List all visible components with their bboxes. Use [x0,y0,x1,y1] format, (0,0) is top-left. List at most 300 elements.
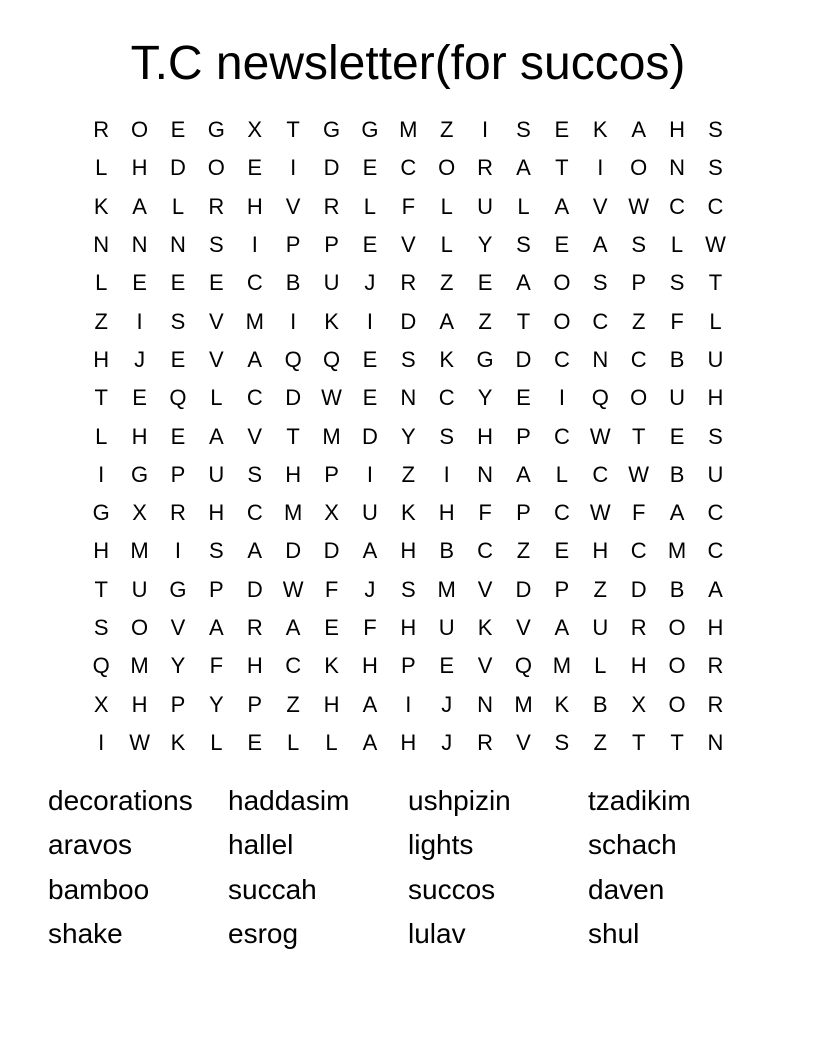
grid-letter[interactable]: S [400,346,416,372]
grid-letter[interactable]: U [208,461,225,487]
grid-letter[interactable]: Q [169,385,187,411]
grid-letter[interactable]: D [285,538,302,564]
grid-letter[interactable]: E [439,653,455,679]
grid-letter[interactable]: U [707,346,724,372]
grid-letter[interactable]: A [209,423,224,449]
grid-letter[interactable]: R [477,155,494,181]
grid-letter[interactable]: I [597,155,604,181]
grid-letter[interactable]: Z [593,576,607,602]
grid-letter[interactable]: M [667,538,687,564]
grid-letter[interactable]: A [516,155,531,181]
grid-letter[interactable]: Y [477,385,493,411]
grid-letter[interactable]: M [552,653,572,679]
grid-letter[interactable]: O [438,155,456,181]
grid-letter[interactable]: N [592,346,609,372]
grid-letter[interactable]: U [131,576,148,602]
grid-letter[interactable]: Q [591,385,609,411]
grid-letter[interactable]: H [630,653,647,679]
grid-letter[interactable]: S [93,615,109,640]
grid-letter[interactable]: V [477,653,493,679]
grid-letter[interactable]: P [247,691,263,717]
grid-letter[interactable]: W [628,193,650,219]
grid-letter[interactable]: A [554,193,570,219]
grid-letter[interactable]: P [631,270,646,296]
grid-letter[interactable]: C [707,500,724,526]
grid-letter[interactable]: Z [631,308,646,334]
grid-letter[interactable]: G [322,117,341,143]
grid-letter[interactable]: I [482,117,489,143]
grid-letter[interactable]: A [362,691,378,717]
grid-letter[interactable]: R [93,117,110,143]
grid-letter[interactable]: A [516,270,531,296]
grid-letter[interactable]: U [323,270,340,296]
grid-letter[interactable]: L [171,193,185,219]
grid-letter[interactable]: H [208,500,225,526]
grid-letter[interactable]: E [362,155,378,181]
grid-letter[interactable]: V [592,193,608,219]
grid-letter[interactable]: T [286,117,300,143]
grid-letter[interactable]: W [589,500,611,526]
grid-letter[interactable]: A [439,308,455,334]
grid-letter[interactable]: C [553,500,570,526]
word-bank-item: hallel [228,829,294,861]
grid-letter[interactable]: U [438,615,455,640]
grid-letter[interactable]: E [362,232,378,258]
grid-letter[interactable]: I [405,691,412,717]
grid-letter[interactable]: W [282,576,304,602]
grid-letter[interactable]: K [477,615,493,640]
grid-letter[interactable]: C [707,193,724,219]
grid-letter[interactable]: E [132,385,147,411]
grid-letter[interactable]: D [285,385,302,411]
grid-letter[interactable]: S [247,461,263,487]
grid-letter[interactable]: S [592,270,608,296]
grid-letter[interactable]: M [245,308,264,334]
grid-letter[interactable]: I [366,308,373,334]
grid-letter[interactable]: O [668,653,686,679]
grid-letter[interactable]: C [246,270,263,296]
grid-letter[interactable]: H [93,538,110,564]
grid-letter[interactable]: T [555,155,569,181]
grid-letter[interactable]: T [631,423,646,449]
grid-letter[interactable]: B [285,270,301,296]
grid-letter[interactable]: A [516,461,531,487]
grid-letter[interactable]: R [630,615,647,640]
grid-letter[interactable]: J [134,346,146,372]
grid-letter[interactable]: S [170,308,186,334]
grid-letter[interactable]: N [170,232,186,258]
grid-letter[interactable]: C [246,385,263,411]
grid-letter[interactable]: A [132,193,147,219]
grid-letter[interactable]: O [131,117,149,143]
grid-letter[interactable]: K [439,346,455,372]
grid-letter[interactable]: T [670,729,684,755]
grid-letter[interactable]: R [477,729,494,755]
grid-letter[interactable]: H [131,155,148,181]
grid-letter[interactable]: P [554,576,570,602]
grid-letter[interactable]: A [708,576,723,602]
grid-letter[interactable]: W [321,385,342,411]
grid-letter[interactable]: H [131,691,148,717]
word-bank-item: aravos [48,829,133,861]
grid-letter[interactable]: L [440,232,453,258]
grid-letter[interactable]: S [400,576,416,602]
grid-letter[interactable]: U [477,193,494,219]
grid-letter[interactable]: J [441,729,453,755]
grid-letter[interactable]: S [516,232,531,258]
grid-letter[interactable]: T [631,729,646,755]
grid-letter[interactable]: Y [209,691,224,717]
grid-letter[interactable]: V [247,423,263,449]
grid-letter[interactable]: L [517,193,530,219]
grid-letter[interactable]: S [708,423,723,449]
grid-letter[interactable]: X [247,117,263,143]
grid-letter[interactable]: Y [477,232,493,258]
grid-letter[interactable]: Q [284,346,302,372]
grid-letter[interactable]: C [592,308,609,334]
grid-letter[interactable]: N [707,729,724,755]
grid-letter[interactable]: A [362,729,378,755]
grid-letter[interactable]: S [516,117,531,143]
grid-letter[interactable]: F [478,500,492,526]
letter-grid [82,111,735,762]
grid-letter[interactable]: P [285,232,301,258]
grid-letter[interactable]: P [516,500,531,526]
grid-letter[interactable]: Q [92,653,110,679]
grid-letter[interactable]: E [247,729,263,755]
grid-letter[interactable]: S [209,538,224,564]
grid-letter[interactable]: H [131,423,148,449]
grid-letter[interactable]: Z [439,117,454,143]
grid-letter[interactable]: G [207,117,225,143]
grid-letter[interactable]: U [592,615,609,640]
grid-letter[interactable]: O [131,615,149,640]
grid-letter[interactable]: J [364,270,376,296]
grid-letter[interactable]: Y [400,423,416,449]
grid-letter[interactable]: C [630,346,647,372]
grid-letter[interactable]: Z [401,461,416,487]
grid-letter[interactable]: Q [514,653,533,679]
grid-letter[interactable]: H [400,538,417,564]
grid-letter[interactable]: D [515,346,532,372]
grid-letter[interactable]: A [247,538,263,564]
grid-letter[interactable]: K [324,308,339,334]
grid-letter[interactable]: O [553,270,571,296]
grid-letter[interactable]: Z [439,270,454,296]
grid-letter[interactable]: A [285,615,301,640]
grid-letter[interactable]: M [437,576,456,602]
grid-letter[interactable]: N [477,461,494,487]
grid-letter[interactable]: C [246,500,263,526]
grid-letter[interactable]: V [477,576,493,602]
grid-letter[interactable]: F [363,615,377,640]
grid-letter[interactable]: L [440,193,453,219]
grid-letter[interactable]: S [439,423,455,449]
grid-letter[interactable]: S [209,232,224,258]
grid-letter[interactable]: L [363,193,377,219]
word-bank-item: decorations [48,785,193,816]
grid-letter[interactable]: V [516,729,531,755]
grid-letter[interactable]: I [443,461,450,487]
grid-letter[interactable]: R [170,500,186,526]
grid-letter[interactable]: C [707,538,724,564]
word-bank-item: lights [408,829,474,861]
grid-letter[interactable]: L [210,729,223,755]
grid-letter[interactable]: I [98,461,105,487]
grid-letter[interactable]: U [669,385,685,411]
grid-letter[interactable]: E [554,232,570,258]
grid-letter[interactable]: D [400,308,417,334]
grid-letter[interactable]: L [325,729,338,755]
grid-letter[interactable]: T [94,385,108,411]
word-bank [48,779,768,957]
grid-letter[interactable]: G [361,117,379,143]
grid-letter[interactable]: T [708,270,723,296]
grid-letter[interactable]: S [554,729,570,755]
word-bank-item: succah [228,873,317,905]
grid-letter[interactable]: R [707,653,724,679]
grid-letter[interactable]: O [630,385,648,411]
grid-letter[interactable]: S [708,155,723,181]
word-bank-item: bamboo [48,873,150,905]
grid-letter[interactable]: I [174,538,182,564]
grid-letter[interactable]: X [324,500,339,526]
grid-letter[interactable]: E [170,346,186,372]
grid-letter[interactable]: X [631,691,646,717]
grid-letter[interactable]: B [669,576,685,602]
grid-letter[interactable]: R [208,193,225,219]
grid-letter[interactable]: D [323,155,340,181]
grid-letter[interactable]: H [477,423,494,449]
grid-letter[interactable]: A [669,500,685,526]
grid-letter[interactable]: E [554,117,570,143]
grid-letter[interactable]: M [130,538,149,564]
grid-letter[interactable]: R [400,270,417,296]
grid-letter[interactable]: N [131,232,148,258]
grid-letter[interactable]: C [630,538,647,564]
grid-letter[interactable]: H [246,653,263,679]
grid-letter[interactable]: C [438,385,455,411]
grid-letter[interactable]: N [93,232,110,258]
grid-letter[interactable]: P [400,653,416,679]
grid-letter[interactable]: N [477,691,494,717]
grid-letter[interactable]: E [209,270,224,296]
grid-letter[interactable]: V [285,193,301,219]
grid-letter[interactable]: U [707,461,724,487]
grid-letter[interactable]: D [515,576,532,602]
grid-letter[interactable]: J [441,691,453,717]
grid-letter[interactable]: H [438,500,455,526]
grid-letter[interactable]: S [631,232,646,258]
grid-letter[interactable]: B [669,346,685,372]
grid-letter[interactable]: M [283,500,303,526]
grid-letter[interactable]: A [631,117,646,143]
grid-letter[interactable]: G [169,576,187,602]
grid-letter[interactable]: W [705,232,726,258]
grid-letter[interactable]: P [170,691,186,717]
grid-letter[interactable]: D [630,576,647,602]
grid-letter[interactable]: R [707,691,724,717]
grid-letter[interactable]: E [324,615,339,640]
grid-letter[interactable]: O [668,691,686,717]
grid-letter[interactable]: W [628,461,650,487]
grid-letter[interactable]: D [170,155,186,181]
grid-letter[interactable]: H [400,729,417,755]
grid-letter[interactable]: D [361,423,378,449]
grid-letter[interactable]: I [290,155,297,181]
grid-letter[interactable]: T [516,308,531,334]
grid-letter[interactable]: F [670,308,684,334]
grid-letter[interactable]: Z [286,691,300,717]
grid-letter[interactable]: C [285,653,302,679]
grid-letter[interactable]: I [290,308,297,334]
grid-letter[interactable]: P [209,576,224,602]
grid-letter[interactable]: V [400,232,416,258]
grid-letter[interactable]: V [170,615,186,640]
grid-letter[interactable]: L [95,270,108,296]
grid-letter[interactable]: M [130,653,149,679]
grid-letter[interactable]: L [709,308,722,334]
grid-letter[interactable]: J [364,576,376,602]
grid-letter[interactable]: H [323,691,340,717]
grid-letter[interactable]: H [246,193,263,219]
grid-letter[interactable]: I [366,461,373,487]
grid-letter[interactable]: B [669,461,685,487]
grid-letter[interactable]: X [93,691,109,717]
grid-letter[interactable]: K [554,691,570,717]
grid-letter[interactable]: S [669,270,685,296]
grid-letter[interactable]: H [361,653,378,679]
grid-letter[interactable]: K [400,500,416,526]
grid-letter[interactable]: F [401,193,416,219]
grid-letter[interactable]: G [92,500,110,526]
grid-letter[interactable]: V [209,308,224,334]
grid-letter[interactable]: C [553,423,570,449]
grid-letter[interactable]: Z [94,308,108,334]
grid-letter[interactable]: Q [322,346,341,372]
grid-letter[interactable]: V [516,615,531,640]
grid-letter[interactable]: C [669,193,685,219]
grid-letter[interactable]: P [324,461,339,487]
grid-letter[interactable]: E [170,423,186,449]
grid-letter[interactable]: E [477,270,493,296]
grid-letter[interactable]: Y [170,653,186,679]
grid-letter[interactable]: E [170,117,186,143]
grid-letter[interactable]: L [210,385,223,411]
grid-letter[interactable]: G [476,346,494,372]
grid-letter[interactable]: O [553,308,571,334]
grid-letter[interactable]: H [669,117,685,143]
grid-letter[interactable]: A [362,538,378,564]
grid-letter[interactable]: L [287,729,300,755]
grid-letter[interactable]: P [324,232,339,258]
grid-letter[interactable]: F [631,500,646,526]
grid-letter[interactable]: T [94,576,108,602]
grid-letter[interactable]: C [592,461,609,487]
grid-letter[interactable]: E [132,270,147,296]
grid-letter[interactable]: I [251,232,258,258]
grid-letter[interactable]: K [592,117,608,143]
grid-letter[interactable]: M [322,423,341,449]
grid-letter[interactable]: G [131,461,149,487]
grid-letter[interactable]: A [554,615,570,640]
grid-letter[interactable]: X [132,500,147,526]
grid-letter[interactable]: V [209,346,224,372]
grid-letter[interactable]: C [553,346,570,372]
word-bank-item: shul [588,918,640,950]
grid-letter[interactable]: L [95,423,108,449]
grid-letter[interactable]: I [98,729,105,755]
grid-letter[interactable]: E [362,385,378,411]
grid-letter[interactable]: A [592,232,608,258]
grid-letter[interactable]: N [669,155,685,181]
grid-letter[interactable]: D [323,538,340,564]
grid-letter[interactable]: E [170,270,186,296]
grid-letter[interactable]: A [209,615,224,640]
grid-letter[interactable]: E [554,538,570,564]
grid-letter[interactable]: T [286,423,300,449]
grid-letter[interactable]: K [324,653,339,679]
grid-letter[interactable]: I [136,308,143,334]
grid-letter[interactable]: P [516,423,531,449]
grid-letter[interactable]: D [246,576,263,602]
grid-letter[interactable]: L [594,653,607,679]
grid-letter[interactable]: C [400,155,417,181]
grid-letter[interactable]: H [93,346,110,372]
grid-letter[interactable]: S [708,117,723,143]
grid-letter[interactable]: H [285,461,302,487]
grid-letter[interactable]: H [592,538,609,564]
grid-letter[interactable]: K [93,193,109,219]
grid-letter[interactable]: H [707,385,724,411]
word-bank-item: tzadikim [588,785,691,816]
grid-letter[interactable]: E [516,385,531,411]
grid-letter[interactable]: K [170,729,186,755]
grid-letter[interactable]: O [668,615,686,640]
grid-letter[interactable]: R [323,193,340,219]
grid-letter[interactable]: L [95,155,108,181]
grid-letter[interactable]: W [129,729,150,755]
grid-letter[interactable]: U [361,500,378,526]
grid-letter[interactable]: C [477,538,494,564]
grid-letter[interactable]: B [592,691,608,717]
grid-letter[interactable]: W [589,423,611,449]
grid-letter[interactable]: R [246,615,263,640]
grid-letter[interactable]: L [670,232,684,258]
grid-letter[interactable]: L [555,461,568,487]
grid-letter[interactable]: N [400,385,417,411]
grid-letter[interactable]: Z [478,308,492,334]
grid-letter[interactable]: E [362,346,378,372]
word-bank-item: haddasim [228,785,350,816]
grid-letter[interactable]: H [707,615,724,640]
grid-letter[interactable]: I [558,385,565,411]
grid-letter[interactable]: O [207,155,225,181]
grid-letter[interactable]: M [399,117,418,143]
grid-letter[interactable]: E [669,423,685,449]
grid-letter[interactable]: F [209,653,224,679]
grid-letter[interactable]: Z [593,729,607,755]
grid-letter[interactable]: M [514,691,533,717]
grid-letter[interactable]: F [324,576,339,602]
grid-letter[interactable]: H [400,615,417,640]
grid-letter[interactable]: O [630,155,648,181]
grid-letter[interactable]: B [439,538,455,564]
grid-letter[interactable]: P [170,461,186,487]
grid-letter[interactable]: Z [516,538,531,564]
grid-letter[interactable]: E [247,155,263,181]
grid-letter[interactable]: A [247,346,263,372]
